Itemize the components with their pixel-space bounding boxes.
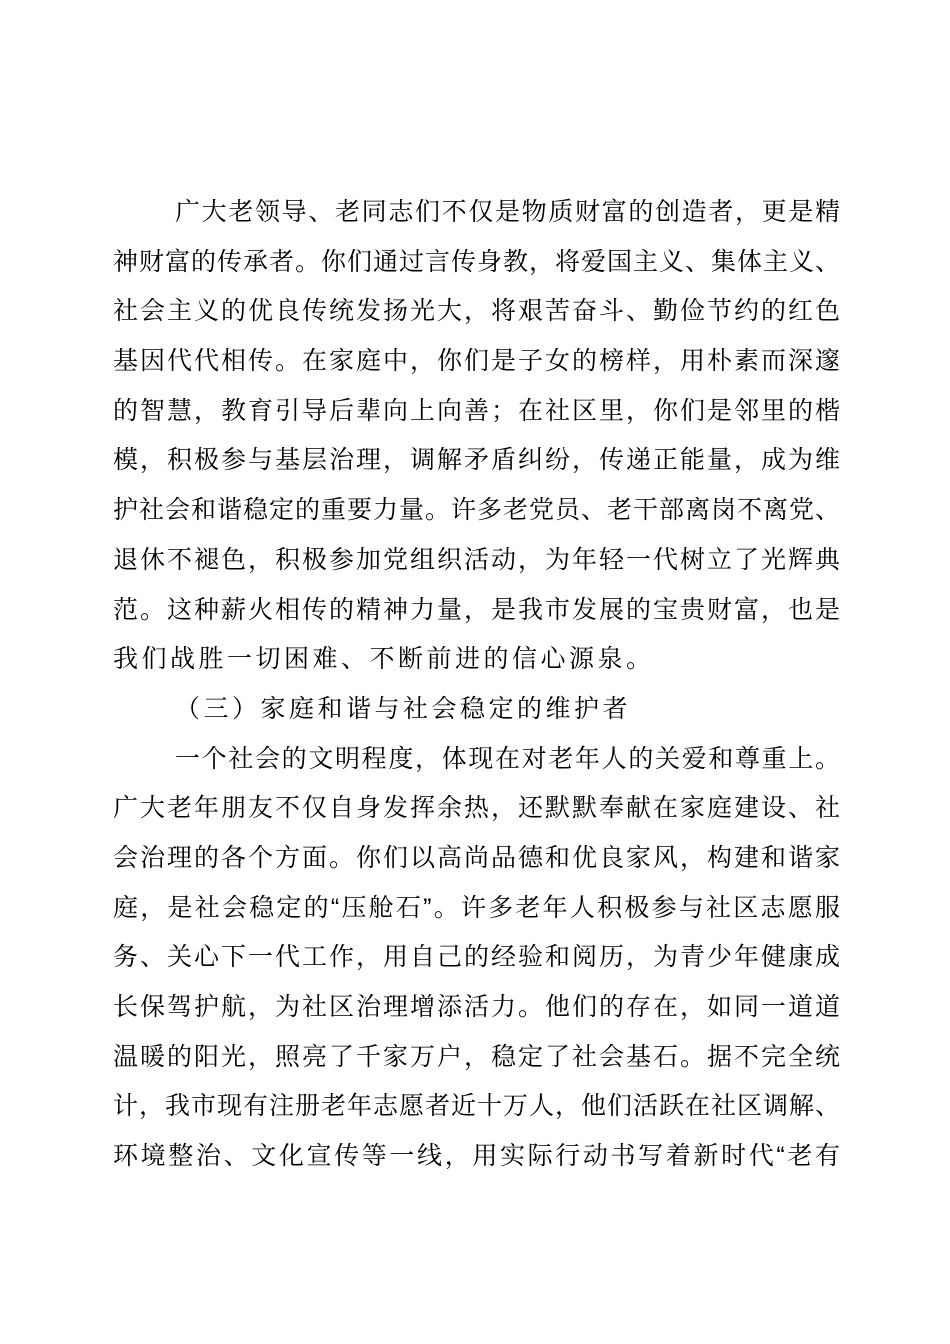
text-line: 广大老年朋友不仅自身发挥余热，还默默奉献在家庭建设、社 [113, 794, 840, 823]
text-block [113, 188, 840, 1182]
text-line: 模，积极参与基层治理，调解矛盾纠纷，传递正能量，成为维 [113, 446, 840, 475]
text-line: 范。这种薪火相传的精神力量，是我市发展的宝贵财富，也是 [113, 595, 840, 624]
text-line: 基因代代相传。在家庭中，你们是子女的榜样，用朴素而深邃 [113, 347, 840, 376]
section-heading-line: （三）家庭和谐与社会稳定的维护者 [175, 694, 632, 723]
text-line: 庭，是社会稳定的“压舱石”。许多老年人积极参与社区志愿服 [113, 893, 840, 922]
text-line: 环境整治、文化宣传等一线，用实际行动书写着新时代“老有 [113, 1142, 840, 1171]
text-line: 广大老领导、老同志们不仅是物质财富的创造者，更是精 [175, 198, 840, 226]
text-line: 温暖的阳光，照亮了千家万户，稳定了社会基石。据不完全统 [113, 1042, 840, 1071]
text-line: 一个社会的文明程度，体现在对老年人的关爱和尊重上。 [175, 744, 840, 773]
text-line: 长保驾护航，为社区治理增添活力。他们的存在，如同一道道 [113, 993, 840, 1021]
text-line: 社会主义的优良传统发扬光大，将艰苦奋斗、勤俭节约的红色 [113, 297, 840, 326]
text-line: 的智慧，教育引导后辈向上向善；在社区里，你们是邻里的楷 [113, 396, 840, 425]
text-line: 务、关心下一代工作，用自己的经验和阅历，为青少年健康成 [113, 943, 840, 972]
text-line: 神财富的传承者。你们通过言传身教，将爱国主义、集体主义、 [113, 247, 840, 276]
text-line: 护社会和谐稳定的重要力量。许多老党员、老干部离岗不离党、 [113, 496, 840, 525]
text-line: 计，我市现有注册老年志愿者近十万人，他们活跃在社区调解、 [113, 1092, 840, 1121]
text-line: 我们战胜一切困难、不断前进的信心源泉。 [113, 645, 655, 674]
text-line: 会治理的各个方面。你们以高尚品德和优良家风，构建和谐家 [113, 843, 840, 872]
text-line: 退休不褪色，积极参加党组织活动，为年轻一代树立了光辉典 [113, 545, 840, 574]
